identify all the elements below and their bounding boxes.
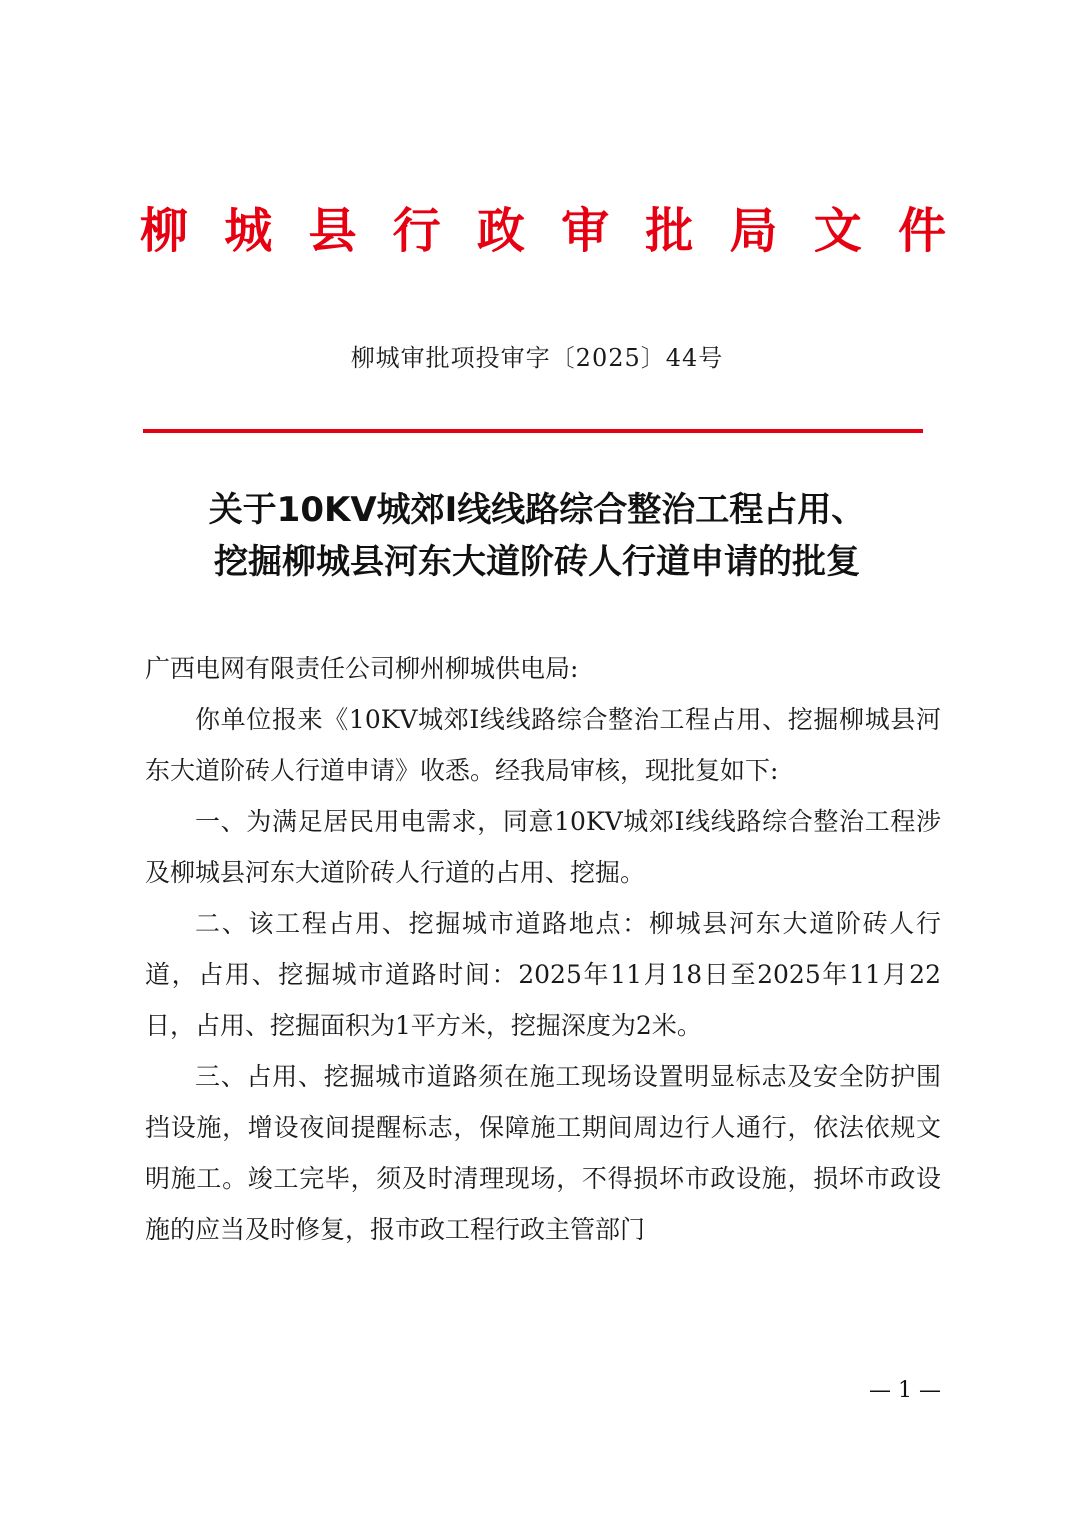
masthead-char: 县 [308, 203, 357, 259]
masthead-char: 城 [224, 203, 273, 259]
body-paragraph: 一、为满足居民用电需求，同意10KV城郊Ⅰ线线路综合整治工程涉及柳城县河东大道阶砖人行道的占用、挖掘。 [145, 807, 941, 887]
title-line-2: 挖掘柳城县河东大道阶砖人行道申请的批复 [214, 542, 860, 582]
document-number: 柳城审批项投审字〔2025〕44号 [350, 344, 724, 372]
masthead-char: 审 [561, 203, 610, 259]
document-title [120, 484, 954, 588]
masthead-char: 件 [897, 203, 946, 259]
issuer-masthead [140, 196, 946, 266]
red-separator-line [143, 429, 923, 433]
document-body [145, 643, 941, 1255]
recipient-line: 广西电网有限责任公司柳州柳城供电局: [145, 654, 579, 683]
masthead-char: 批 [645, 203, 694, 259]
masthead-char: 行 [392, 203, 441, 259]
masthead-char: 文 [813, 203, 862, 259]
body-paragraph: 三、占用、挖掘城市道路须在施工现场设置明显标志及安全防护围挡设施，增设夜间提醒标志，保障施工期间周边行人通行，依法依规文明施工。竣工完毕，须及时清理现场，不得损坏市政设施，损坏市政设施的应当及时修复，报市政工程行政主管部门 [145, 1062, 941, 1244]
title-line-1: 关于10KV城郊Ⅰ线线路综合整治工程占用、 [208, 490, 866, 530]
masthead-char: 局 [729, 203, 778, 259]
body-paragraph: 二、该工程占用、挖掘城市道路地点：柳城县河东大道阶砖人行道，占用、挖掘城市道路时间：2025年11月18日至2025年11月22日，占用、挖掘面积为1平方米，挖掘深度为2米。 [145, 909, 941, 1040]
body-paragraph: 你单位报来《10KV城郊Ⅰ线线路综合整治工程占用、挖掘柳城县河东大道阶砖人行道申请》收悉。经我局审核，现批复如下: [145, 705, 941, 785]
masthead-char: 柳 [140, 203, 189, 259]
masthead-char: 政 [476, 203, 525, 259]
page-number: — 1 — [869, 1378, 941, 1403]
